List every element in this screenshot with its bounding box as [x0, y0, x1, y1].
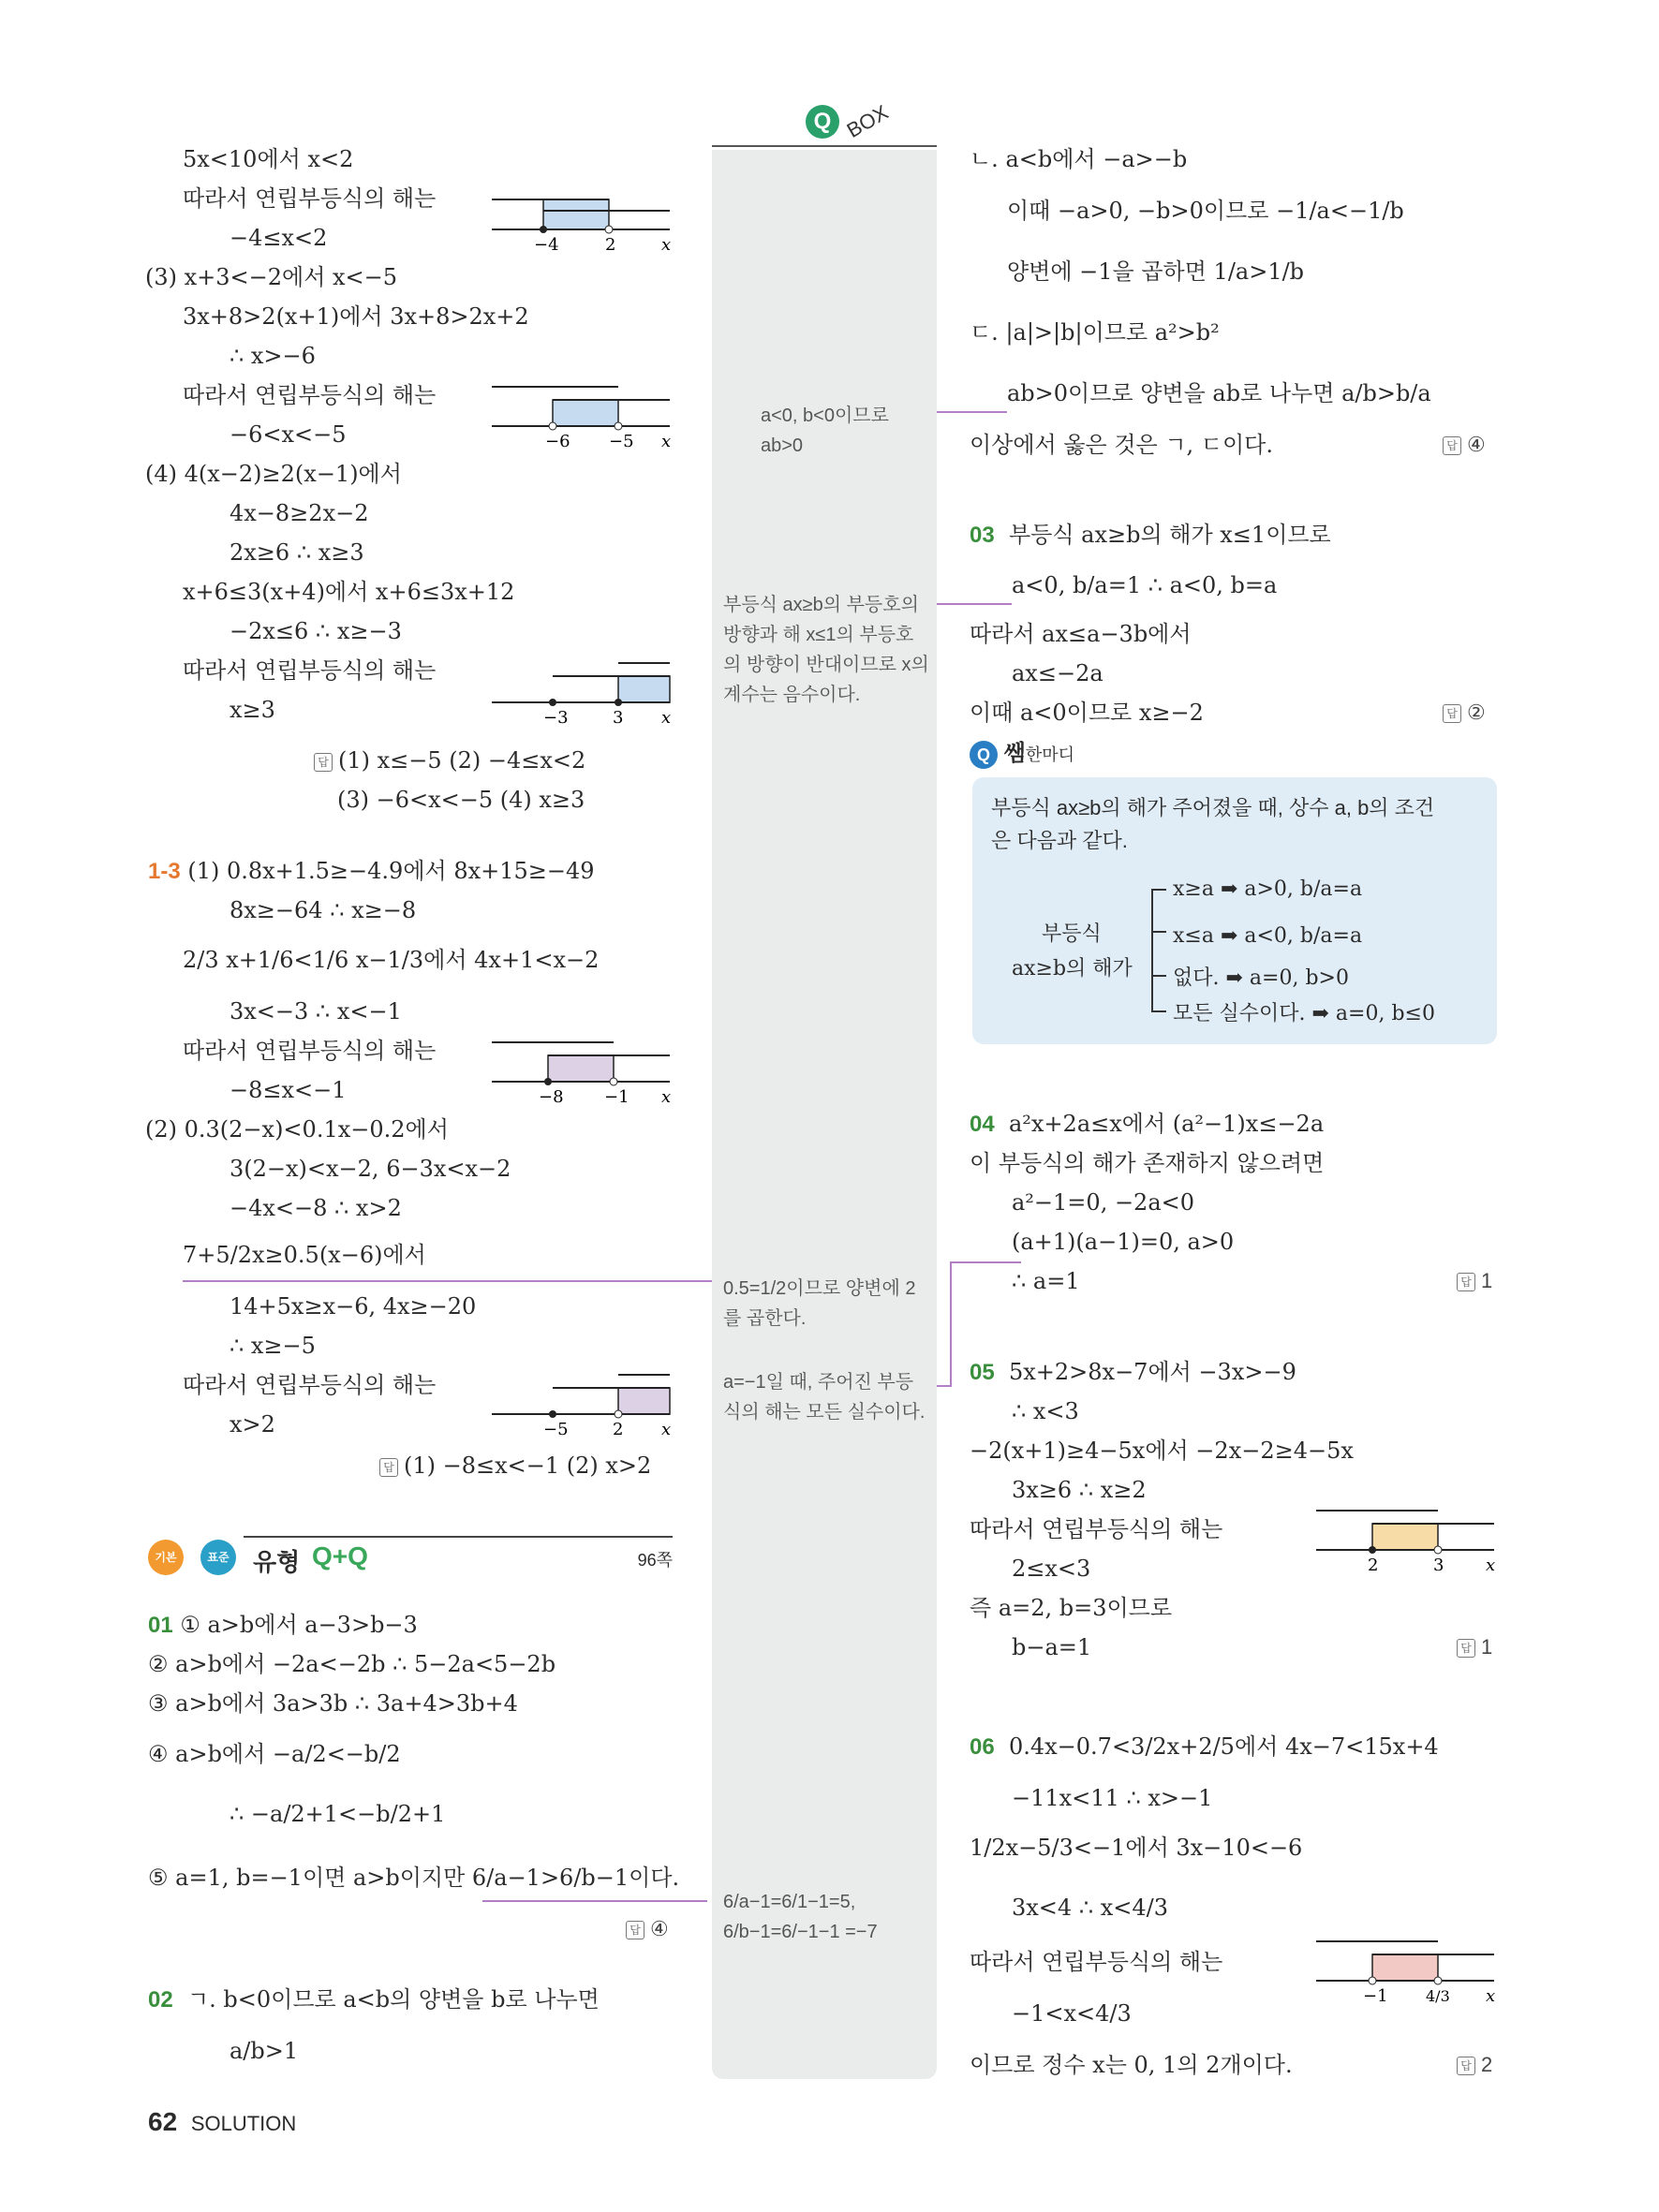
tick-label: −3 — [543, 708, 569, 728]
text-line: 7+5/2x≥0.5(x−6)에서 — [183, 1242, 426, 1268]
qq-label: Q+Q — [312, 1541, 368, 1571]
text-line: 따라서 연립부등식의 해는 — [970, 1516, 1223, 1542]
tick-label: 2 — [605, 235, 616, 255]
answer-line: 답 ② — [1443, 699, 1486, 727]
section-title: 유형 — [253, 1548, 301, 1576]
answer-icon: 답 — [1457, 2057, 1475, 2075]
tick-label: −5 — [609, 432, 634, 451]
number-line — [1311, 1934, 1499, 2018]
q-icon: Q — [806, 105, 839, 139]
tick-label: 3 — [613, 708, 624, 728]
tip-case: x≤a ➡ a<0, b/a=a — [1173, 924, 1363, 948]
text-line: 3x≥6 ∴ x≥2 — [1012, 1477, 1147, 1503]
q-icon: Q — [970, 741, 998, 769]
side-note: 부등식 ax≥b의 부등호의 방향과 해 x≤1의 부등호의 방향이 반대이므로 x의 계수는 음수이다. — [723, 595, 929, 705]
text-line: a/b>1 — [230, 2038, 299, 2064]
tick-label: −8 — [539, 1087, 564, 1107]
open-point — [1434, 1977, 1442, 1984]
answer-icon: 답 — [1457, 1639, 1475, 1658]
problem-02: 02 ㄱ. b<0이므로 a<b의 양변을 b로 나누면 — [148, 1986, 600, 2013]
axis-var: x — [661, 708, 672, 728]
text-line: 이상에서 옳은 것은 ㄱ, ㄷ이다. — [970, 432, 1273, 458]
text-line: ④ a>b에서 −a/2<−b/2 — [148, 1741, 401, 1767]
answer-line: 답 ④ — [626, 1915, 669, 1943]
text-line: (3) x+3<−2에서 x<−5 — [145, 264, 398, 290]
answer-icon: 답 — [379, 1458, 398, 1477]
tip-header: Q 쌤한마디 — [970, 740, 1074, 769]
text-line: 즉 a=2, b=3이므로 — [970, 1595, 1173, 1621]
text-line: 1/2x−5/3<−1에서 3x−10<−6 — [970, 1835, 1303, 1861]
text-line: ② a>b에서 −2a<−2b ∴ 5−2a<5−2b — [148, 1651, 556, 1677]
problem-04: 04 a²x+2a≤x에서 (a²−1)x≤−2a — [970, 1111, 1325, 1137]
text-line: a²−1=0, −2a<0 — [1012, 1189, 1195, 1216]
answer-line: 답 (1) −8≤x<−1 (2) x>2 — [379, 1452, 651, 1480]
answer-line: 답 1 — [1457, 1633, 1492, 1661]
page-number: 62 — [148, 2107, 178, 2136]
tick-label: −5 — [543, 1420, 569, 1439]
text-line: 따라서 연립부등식의 해는 — [183, 1372, 437, 1398]
tip-left: 부등식 — [1042, 922, 1102, 945]
text-line: ax≤−2a — [1012, 660, 1104, 686]
text-line: 따라서 연립부등식의 해는 — [183, 382, 437, 408]
tick-label: −6 — [545, 432, 570, 451]
tick-label: −4 — [534, 235, 559, 255]
text-line: −2(x+1)≥4−5x에서 −2x−2≥4−5x — [970, 1438, 1354, 1464]
text-line: ∴ x>−6 — [230, 343, 316, 369]
tip-case: x≥a ➡ a>0, b/a=a — [1173, 877, 1363, 901]
axis-var: x — [1486, 1986, 1496, 2006]
text-line: 따라서 연립부등식의 해는 — [970, 1949, 1223, 1975]
text-line: (a+1)(a−1)=0, a>0 — [1012, 1229, 1235, 1255]
tick-label: 3 — [1433, 1556, 1444, 1575]
text-line: 5x<10에서 x<2 — [183, 146, 354, 172]
axis-var: x — [661, 432, 672, 451]
tip-text: 부등식 ax≥b의 해가 주어졌을 때, 상수 a, b의 조건 — [991, 796, 1435, 819]
answer-icon: 답 — [626, 1921, 644, 1939]
text-line: x>2 — [230, 1411, 275, 1438]
text-line: (2) 0.3(2−x)<0.1x−0.2에서 — [145, 1116, 449, 1143]
text-line: ∴ a=1 — [1012, 1268, 1080, 1294]
text-line: ㄴ. a<b에서 −a>−b — [970, 146, 1188, 172]
text-line: ab>0이므로 양변을 ab로 나누면 a/b>b/a — [1007, 380, 1431, 406]
text-line: −2x≤6 ∴ x≥−3 — [230, 618, 402, 644]
text-line: 2/3 x+1/6<1/6 x−1/3에서 4x+1<x−2 — [183, 947, 600, 973]
tick-label: −1 — [604, 1087, 630, 1107]
text-line: 따라서 연립부등식의 해는 — [183, 657, 437, 684]
tip-text: 은 다음과 같다. — [991, 829, 1128, 852]
text-line: 이 부등식의 해가 존재하지 않으려면 — [970, 1150, 1325, 1176]
answer-icon: 답 — [1457, 1273, 1475, 1291]
text-line: 이때 a<0이므로 x≥−2 — [970, 700, 1204, 726]
tick-label: −1 — [1363, 1986, 1388, 2006]
text-line: 3x<4 ∴ x<4/3 — [1012, 1895, 1168, 1921]
text-line: 이므로 정수 x는 0, 1의 2개이다. — [970, 2052, 1293, 2078]
text-line: 3x<−3 ∴ x<−1 — [230, 998, 402, 1025]
problem-1-3: 1-3 (1) 0.8x+1.5≥−4.9에서 8x+15≥−49 — [148, 858, 595, 884]
answer-line: 답 (1) x≤−5 (2) −4≤x<2 — [314, 746, 585, 774]
text-line: 8x≥−64 ∴ x≥−8 — [230, 897, 417, 923]
solution-interval — [1372, 1524, 1438, 1550]
badge-standard: 표준 — [200, 1540, 236, 1575]
text-line: ∴ x<3 — [1012, 1398, 1079, 1424]
qbox-label: Q BOX — [806, 105, 889, 139]
text-line: 따라서 연립부등식의 해는 — [183, 185, 437, 212]
axis-var: x — [1486, 1556, 1496, 1575]
problem-03: 03 부등식 ax≥b의 해가 x≤1이므로 — [970, 522, 1331, 548]
axis-var: x — [661, 1087, 672, 1107]
tip-bracket — [1143, 885, 1171, 1016]
problem-05: 05 5x+2>8x−7에서 −3x>−9 — [970, 1359, 1296, 1385]
text-line: ∴ −a/2+1<−b/2+1 — [230, 1801, 446, 1827]
side-note: a<0, b<0이므로 ab>0 — [761, 406, 889, 456]
text-line: ③ a>b에서 3a>3b ∴ 3a+4>3b+4 — [148, 1690, 518, 1717]
text-line: −8≤x<−1 — [230, 1077, 347, 1103]
text-line: 4x−8≥2x−2 — [230, 500, 369, 526]
tick-label: 2 — [613, 1420, 624, 1439]
number-line — [1311, 1503, 1499, 1578]
text-line: 3x+8>2(x+1)에서 3x+8>2x+2 — [183, 303, 529, 330]
tip-left: ax≥b의 해가 — [1012, 957, 1133, 981]
answer-line: 답 1 — [1457, 1267, 1492, 1295]
text-line: x+6≤3(x+4)에서 x+6≤3x+12 — [183, 579, 515, 605]
text-line: −4x<−8 ∴ x>2 — [230, 1195, 402, 1221]
text-line: −11x<11 ∴ x>−1 — [1012, 1785, 1213, 1811]
open-point — [1434, 1546, 1442, 1554]
text-line: 2≤x<3 — [1012, 1556, 1091, 1582]
footer-label: SOLUTION — [190, 2112, 297, 2135]
text-line: 2x≥6 ∴ x≥3 — [230, 539, 364, 566]
tick-label: 2 — [1368, 1556, 1379, 1575]
text-line: ∴ x≥−5 — [230, 1333, 316, 1359]
problem-06: 06 0.4x−0.7<3/2x+2/5에서 4x−7<15x+4 — [970, 1733, 1439, 1760]
text-line: −6<x<−5 — [230, 421, 347, 448]
side-note: 0.5=1/2이므로 양변에 2를 곱한다. — [723, 1278, 916, 1329]
text-line: a<0, b/a=1 ∴ a<0, b=a — [1012, 572, 1278, 598]
text-line: 따라서 ax≤a−3b에서 — [970, 621, 1192, 647]
page-ref: 96쪽 — [637, 1551, 673, 1570]
answer-line: 답 ④ — [1443, 431, 1486, 459]
closed-point — [1369, 1546, 1376, 1554]
text-line: x≥3 — [230, 697, 275, 723]
text-line: 이때 −a>0, −b>0이므로 −1/a<−1/b — [1007, 198, 1404, 224]
axis-var: x — [661, 1420, 672, 1439]
text-line: −4≤x<2 — [230, 225, 328, 251]
tip-case: 없다. ➡ a=0, b>0 — [1173, 966, 1349, 990]
text-line: ⑤ a=1, b=−1이면 a>b이지만 6/a−1>6/b−1이다. — [148, 1865, 680, 1891]
side-note: a=−1일 때, 주어진 부등식의 해는 모든 실수이다. — [723, 1372, 926, 1423]
text-line: b−a=1 — [1012, 1634, 1092, 1660]
answer-icon: 답 — [1443, 704, 1461, 723]
text-line: 양변에 −1을 곱하면 1/a>1/b — [1007, 258, 1305, 285]
answer-icon: 답 — [1443, 436, 1461, 455]
text-line: (4) 4(x−2)≥2(x−1)에서 — [145, 461, 402, 487]
text-line: 따라서 연립부등식의 해는 — [183, 1038, 437, 1064]
tip-case: 모든 실수이다. ➡ a=0, b≤0 — [1173, 1002, 1435, 1025]
tick-label: 4/3 — [1426, 1987, 1450, 2005]
side-note: 6/a−1=6/1−1=5, 6/b−1=6/−1−1 =−7 — [723, 1892, 878, 1942]
axis-var: x — [661, 235, 672, 255]
open-point — [1369, 1977, 1376, 1984]
solution-interval — [1372, 1954, 1438, 1981]
page-footer — [148, 2107, 296, 2137]
badge-basic: 기본 — [148, 1540, 184, 1575]
answer-icon: 답 — [314, 753, 333, 772]
text-line: −1<x<4/3 — [1012, 2000, 1132, 2027]
problem-01: 01 ① a>b에서 a−3>b−3 — [148, 1612, 418, 1638]
text-line: 14+5x≥x−6, 4x≥−20 — [230, 1293, 477, 1320]
answer-line: 답 2 — [1457, 2051, 1492, 2079]
text-line: ㄷ. |a|>|b|이므로 a²>b² — [970, 319, 1220, 346]
text-line: 3(2−x)<x−2, 6−3x<x−2 — [230, 1156, 511, 1182]
answer-line: (3) −6<x<−5 (4) x≥3 — [337, 787, 585, 813]
